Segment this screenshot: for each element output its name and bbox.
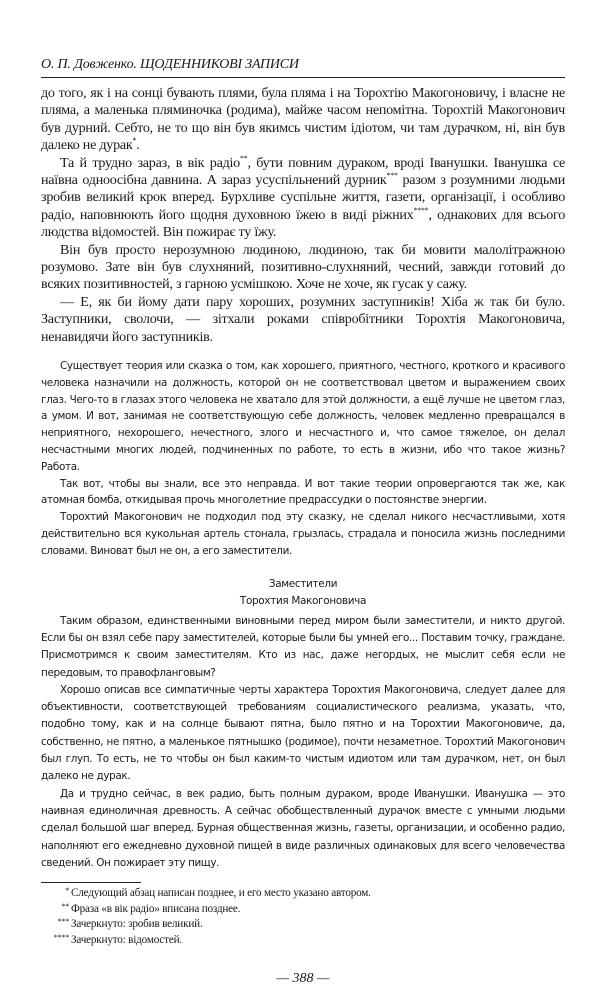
russian-text-2	[41, 613, 565, 872]
section-title-line: Заместители	[268, 577, 338, 590]
ukrainian-text	[41, 85, 565, 346]
footnote-text: Зачеркнуто: відомостей.	[71, 933, 182, 946]
running-head: О. П. Довженко. ЩОДЕННИКОВІ ЗАПИСИ	[41, 57, 299, 72]
section-title	[41, 576, 565, 611]
text: до того, як і на сонці бувають плями, була пляма і на Торохтію Макогоновичу, і власне не пляма, а маленька пляминочка (родима), майже часом непомітна. Торохтій Макогонович був дурний. Себто, не то що він був якимсь чистим ідіотом, чи там дурачком, ні, він був далеко не дурак	[41, 85, 565, 154]
text: , однакових для всього людства відомостей. Він пожирає ту їжу.	[41, 206, 566, 241]
page-number: — 388 —	[276, 971, 330, 987]
footnote-mark: *	[65, 886, 69, 896]
footnote-text: Следующий абзац написан позднее, и его место указано автором.	[71, 887, 371, 900]
paragraph	[41, 85, 565, 155]
paragraph: — Е, як би йому дати пару хороших, розумних заступників! Хіба ж так би було. Заступники, сволочи, — зітхали роками співробітники Торохтія Макогоновича, ненавидячи його заступників.	[41, 293, 565, 345]
footnote-text: Зачеркнуто: зробив великий.	[71, 918, 203, 931]
russian-text	[41, 358, 565, 560]
footnote-text: Фраза «в вік радіо» вписана позднее.	[71, 902, 241, 915]
footnote	[41, 902, 565, 918]
header-rule	[41, 77, 565, 78]
text: , бути повним дураком, вроді Іванушки. Іванушка се наївна одноосібна давнина. А зараз усуспільнений дурник	[41, 154, 565, 189]
section-title-line: Торохтия Макогоновича	[239, 595, 367, 608]
paragraph: Да и трудно сейчас, в век радио, быть полным дураком, вроде Иванушки. Иванушка — это наивная единоличная древность. А сейчас обобществленный дурачок вместе с умными людьми сделал большой шаг вперед. Бурная общественная жизнь, газеты, организации, и особенно радио, наполняют его ежедневно духовной пищей в виде различных одинаковых для всего человечества сведений. Он пожирает эту пищу.	[41, 787, 565, 869]
paragraph: Так вот, чтобы вы знали, все это неправда. И вот такие теории опровергаются так же, как атомная бомба, откидывая прочь многолетние предрассудки о постоянстве энергии.	[41, 477, 565, 507]
paragraph: Він був просто нерозумною людиною, людиною, так би мовити малолітражною розумово. Зате він був слухняний, позитивно-слухняний, чесний, завжди готовий до всяких позитивностей, з гарною усмішкою. Хоче не хоче, як гусак у сажу.	[41, 241, 565, 293]
footnotes	[41, 886, 565, 948]
footnote-ref: ***	[386, 171, 398, 181]
text: разом з розумними людьми зробив великий крок вперед. Бурхливе суспільне життя, газети, організації, і особливо радіо, наповнюють його щодня духовною їжею в виді ріжних	[41, 172, 566, 223]
footnote	[41, 933, 565, 949]
footnote-mark: **	[61, 901, 69, 911]
text: .	[136, 137, 140, 154]
paragraph	[41, 155, 565, 242]
footnote	[41, 886, 565, 902]
text: Та й трудно зараз, в вік радіо	[60, 154, 240, 171]
paragraph: Таким образом, единственными виновными перед миром были заместители, и никто другой. Если бы он взял себе пару заместителей, которые были бы умней его... Поставим точку, граждане. Присмотримся к своим заместителям. Кто из нас, даже негордых, не мыслит себя если не передовым, то правофланговым?	[41, 614, 565, 679]
footnote-ref: **	[239, 153, 248, 163]
footnote-rule	[41, 882, 141, 883]
paragraph: Торохтий Макогонович не подходил под эту сказку, не сделал никого несчастливыми, хотя действительно вся кукольная артель стонала, грызлась, страдала и поносила жизнь последними словами. Виноват был не он, а его заместители.	[41, 511, 565, 557]
paragraph: Существует теория или сказка о том, как хорошего, приятного, честного, кроткого и красивого человека назначили на должность, которой он не соответствовал цветом и выражением своих глаз. Чего-то в глазах этого человека не хватало для этой должности, а ещё лучше не цветом глаз, а умом. И вот, занимая не соответствующую себе должность, человек медленно превращался в неприятного, нехорошего, нечестного, злого и несчастного и, что самое тяжелое, он делал несчастными многих людей, подчиненных по работе, то есть в жизни, ибо что такое жизнь? Работа.	[41, 360, 565, 473]
footnote-ref: ****	[413, 205, 429, 215]
footnote-mark: ***	[57, 917, 69, 927]
footnote-mark: ****	[53, 932, 69, 942]
book-page	[41, 0, 565, 1008]
paragraph: Хорошо описав все симпатичные черты характера Торохтия Макогоновича, следует далее для объективности, соответствующей требованиям социалистического реализма, указать, что, подобно тому, как и на солнце бывают пятна, было пятно и на Торохтии Макогоновиче, да, собственно, не пятно, а маленькое пятнышко (родимое), почти незаметное. Торохтий Макогонович был глуп. То есть, не то чтобы он был каким-то чистым идиотом или там дурачком, нет, он был далеко не дурак.	[41, 683, 565, 783]
footnote	[41, 917, 565, 933]
footnote-ref: *	[132, 136, 137, 146]
